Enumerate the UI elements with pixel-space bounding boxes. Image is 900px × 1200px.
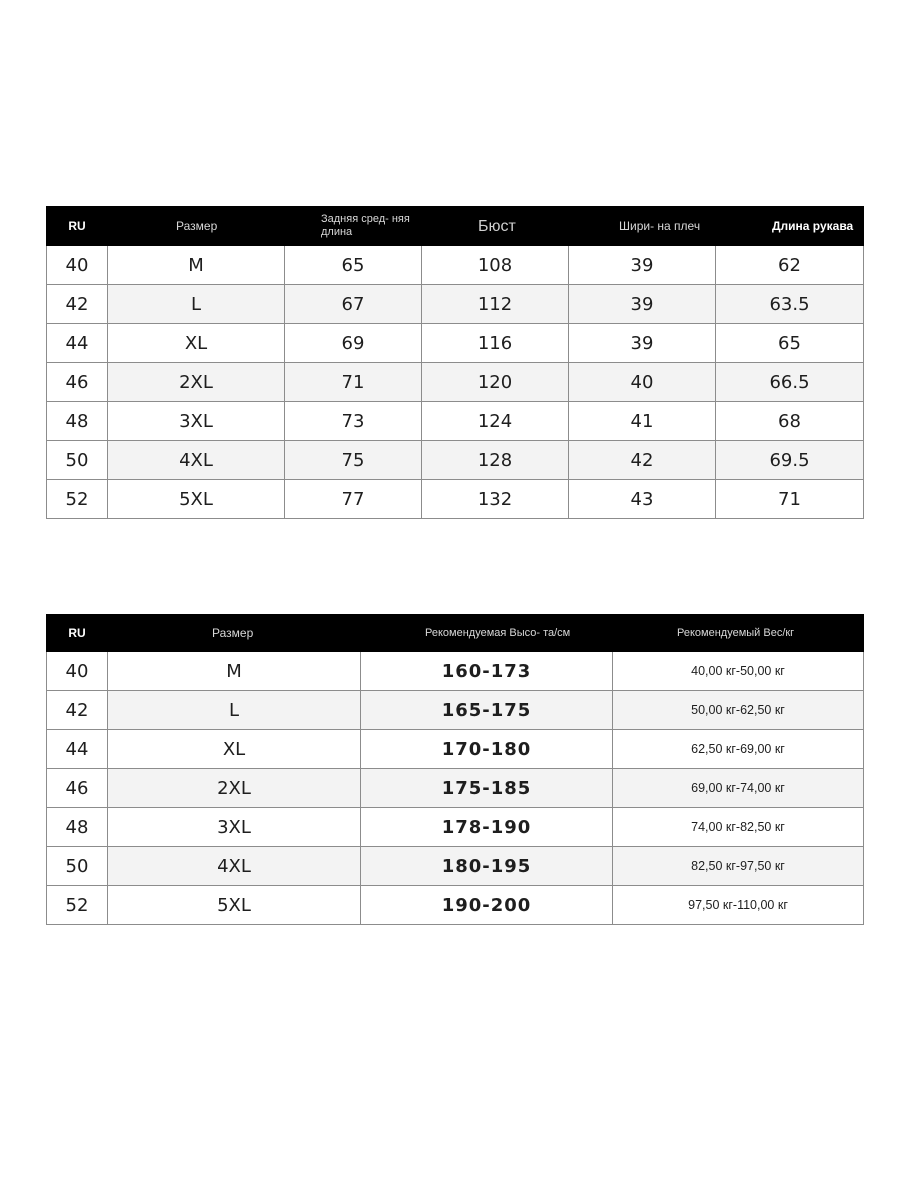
cell-height: 175-185 bbox=[361, 769, 613, 808]
table-row bbox=[47, 285, 864, 324]
cell-bust: 128 bbox=[422, 441, 569, 480]
cell-size: 2XL bbox=[108, 363, 285, 402]
cell-shoulder: 43 bbox=[569, 480, 716, 519]
cell-bust: 112 bbox=[422, 285, 569, 324]
cell-ru: 40 bbox=[47, 652, 108, 691]
table-header-row bbox=[47, 615, 864, 652]
table-row bbox=[47, 691, 864, 730]
cell-sleeve: 71 bbox=[716, 480, 864, 519]
table-row bbox=[47, 652, 864, 691]
header-shoulder: Шири- на плеч bbox=[569, 207, 716, 246]
table-row bbox=[47, 480, 864, 519]
cell-size: XL bbox=[108, 324, 285, 363]
cell-ru: 52 bbox=[47, 480, 108, 519]
cell-weight: 82,50 кг-97,50 кг bbox=[613, 847, 864, 886]
table-row bbox=[47, 730, 864, 769]
header-sleeve: Длина рукава bbox=[716, 207, 864, 246]
cell-sleeve: 63.5 bbox=[716, 285, 864, 324]
cell-height: 165-175 bbox=[361, 691, 613, 730]
cell-bust: 116 bbox=[422, 324, 569, 363]
header-back-length: Задняя сред- няя длина bbox=[285, 207, 422, 246]
table-row bbox=[47, 402, 864, 441]
cell-ru: 44 bbox=[47, 324, 108, 363]
cell-back-length: 77 bbox=[285, 480, 422, 519]
cell-weight: 97,50 кг-110,00 кг bbox=[613, 886, 864, 925]
cell-back-length: 75 bbox=[285, 441, 422, 480]
cell-ru: 52 bbox=[47, 886, 108, 925]
cell-size: M bbox=[108, 246, 285, 285]
header-size: Размер bbox=[108, 615, 361, 652]
measurements-table bbox=[46, 206, 864, 519]
cell-ru: 46 bbox=[47, 363, 108, 402]
cell-size: 2XL bbox=[108, 769, 361, 808]
cell-back-length: 73 bbox=[285, 402, 422, 441]
cell-weight: 40,00 кг-50,00 кг bbox=[613, 652, 864, 691]
cell-size: 4XL bbox=[108, 847, 361, 886]
cell-height: 178-190 bbox=[361, 808, 613, 847]
cell-height: 190-200 bbox=[361, 886, 613, 925]
table-row bbox=[47, 363, 864, 402]
cell-height: 160-173 bbox=[361, 652, 613, 691]
cell-size: 5XL bbox=[108, 480, 285, 519]
cell-size: XL bbox=[108, 730, 361, 769]
cell-ru: 42 bbox=[47, 691, 108, 730]
cell-ru: 44 bbox=[47, 730, 108, 769]
cell-ru: 46 bbox=[47, 769, 108, 808]
table-row bbox=[47, 808, 864, 847]
cell-sleeve: 65 bbox=[716, 324, 864, 363]
cell-height: 170-180 bbox=[361, 730, 613, 769]
table-row bbox=[47, 886, 864, 925]
cell-size: 3XL bbox=[108, 402, 285, 441]
cell-ru: 48 bbox=[47, 808, 108, 847]
cell-size: M bbox=[108, 652, 361, 691]
cell-back-length: 67 bbox=[285, 285, 422, 324]
header-ru: RU bbox=[47, 615, 108, 652]
cell-size: 5XL bbox=[108, 886, 361, 925]
table-row bbox=[47, 769, 864, 808]
cell-shoulder: 42 bbox=[569, 441, 716, 480]
cell-height: 180-195 bbox=[361, 847, 613, 886]
cell-back-length: 69 bbox=[285, 324, 422, 363]
cell-weight: 50,00 кг-62,50 кг bbox=[613, 691, 864, 730]
cell-sleeve: 68 bbox=[716, 402, 864, 441]
header-bust: Бюст bbox=[422, 207, 569, 246]
cell-sleeve: 69.5 bbox=[716, 441, 864, 480]
table-row bbox=[47, 441, 864, 480]
cell-weight: 74,00 кг-82,50 кг bbox=[613, 808, 864, 847]
cell-bust: 120 bbox=[422, 363, 569, 402]
cell-ru: 40 bbox=[47, 246, 108, 285]
header-recommended-height: Рекомендуемая Высо- та/см bbox=[361, 615, 613, 652]
cell-size: L bbox=[108, 285, 285, 324]
cell-bust: 108 bbox=[422, 246, 569, 285]
cell-shoulder: 40 bbox=[569, 363, 716, 402]
table-row bbox=[47, 847, 864, 886]
cell-size: L bbox=[108, 691, 361, 730]
header-size: Размер bbox=[108, 207, 285, 246]
cell-size: 4XL bbox=[108, 441, 285, 480]
cell-size: 3XL bbox=[108, 808, 361, 847]
cell-sleeve: 66.5 bbox=[716, 363, 864, 402]
cell-back-length: 71 bbox=[285, 363, 422, 402]
cell-ru: 50 bbox=[47, 847, 108, 886]
header-recommended-weight: Рекомендуемый Вес/кг bbox=[613, 615, 864, 652]
cell-shoulder: 39 bbox=[569, 285, 716, 324]
cell-weight: 69,00 кг-74,00 кг bbox=[613, 769, 864, 808]
cell-bust: 124 bbox=[422, 402, 569, 441]
recommendation-table bbox=[46, 614, 864, 925]
cell-weight: 62,50 кг-69,00 кг bbox=[613, 730, 864, 769]
table-row bbox=[47, 246, 864, 285]
table-row bbox=[47, 324, 864, 363]
cell-shoulder: 39 bbox=[569, 246, 716, 285]
cell-back-length: 65 bbox=[285, 246, 422, 285]
cell-sleeve: 62 bbox=[716, 246, 864, 285]
cell-shoulder: 39 bbox=[569, 324, 716, 363]
cell-ru: 48 bbox=[47, 402, 108, 441]
cell-bust: 132 bbox=[422, 480, 569, 519]
cell-ru: 50 bbox=[47, 441, 108, 480]
cell-shoulder: 41 bbox=[569, 402, 716, 441]
cell-ru: 42 bbox=[47, 285, 108, 324]
header-ru: RU bbox=[47, 207, 108, 246]
table-header-row bbox=[47, 207, 864, 246]
